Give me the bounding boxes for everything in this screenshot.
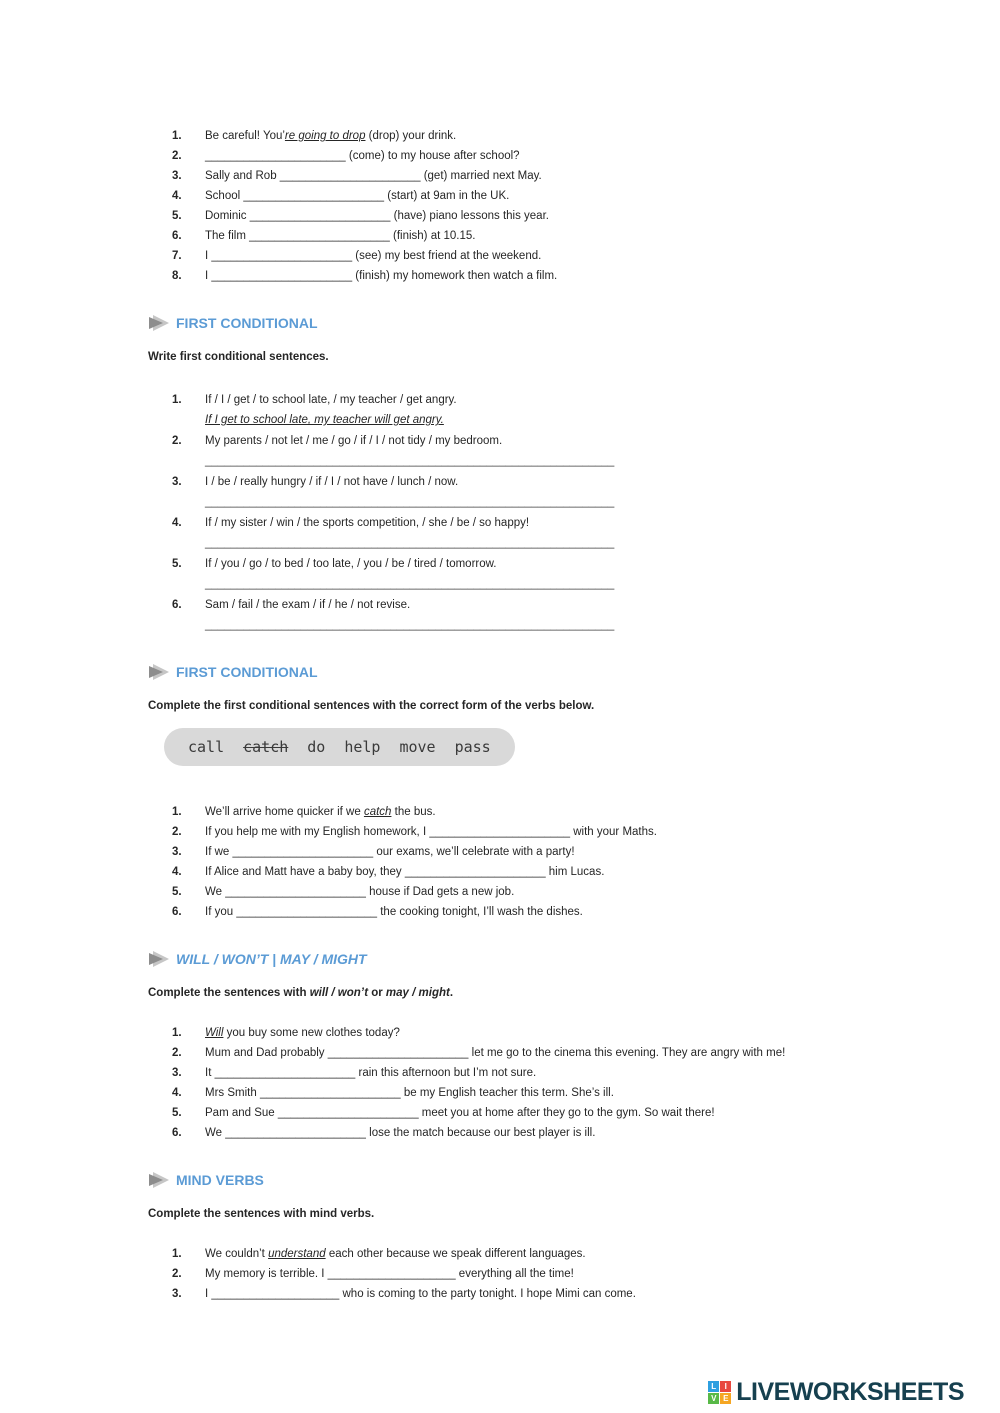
item-text [205, 1063, 940, 1083]
intro-exercise-list [148, 126, 940, 286]
exercise-item [148, 514, 940, 553]
item-prompt: I / be / really hungry / if / I / not have / lunch / now. [205, 476, 459, 488]
spacer [148, 575, 205, 594]
item-text [205, 1123, 940, 1143]
liveworksheets-logo[interactable] [708, 1379, 964, 1405]
item-number: 3. [172, 476, 182, 488]
item-answer: If I get to school late, my teacher will get angry. [205, 414, 444, 426]
item-text [205, 822, 940, 842]
list-item [148, 1284, 940, 1304]
item-text-pre: We’ll arrive home quicker if we [205, 806, 364, 818]
item-text [205, 1043, 940, 1063]
section-instruction: Complete the sentences with mind verbs. [148, 1208, 375, 1220]
item-number: 6. [172, 599, 182, 611]
logo-tile-i: I [720, 1381, 731, 1392]
item-number: 1. [172, 1027, 182, 1039]
instruction-mid: or [368, 987, 386, 999]
item-text-pre: The film ______________________ (finish) at 10.15. [205, 230, 476, 242]
list-item [148, 1244, 940, 1264]
item-text-pre: I ______________________ (see) my best friend at the weekend. [205, 250, 542, 262]
item-text [205, 1264, 940, 1284]
mind-verbs-list [148, 1244, 940, 1304]
list-item [148, 246, 940, 266]
logo-tile-e: E [720, 1393, 731, 1404]
item-text [205, 1103, 940, 1123]
section-instruction: Write first conditional sentences. [148, 351, 329, 363]
item-text [205, 146, 940, 166]
instruction-italic-2: may / might [385, 987, 450, 999]
answer-line: ________________________________________________________________ [205, 496, 615, 508]
section-instruction: Complete the first conditional sentences with the correct form of the verbs below. [148, 700, 595, 712]
item-number: 5. [172, 1107, 182, 1119]
item-text-post: the bus. [391, 806, 436, 818]
item-number: 1. [172, 130, 182, 142]
item-answer: Will [205, 1027, 224, 1039]
list-item [148, 206, 940, 226]
item-number: 1. [172, 394, 182, 406]
list-item [148, 862, 940, 882]
section-title: FIRST CONDITIONAL [176, 315, 318, 331]
item-number: 4. [172, 517, 182, 529]
liveworksheets-logo-icon [708, 1381, 731, 1404]
item-text-post: each other because we speak different languages. [325, 1248, 586, 1260]
list-item [148, 1264, 940, 1284]
item-text-pre: Pam and Sue ______________________ meet you at home after they go to the gym. So wait there! [205, 1107, 715, 1119]
item-text [205, 882, 940, 902]
section-header-mind-verbs [148, 1170, 940, 1190]
exercise-item [148, 555, 940, 594]
item-prompt: Sam / fail / the exam / if / he / not revise. [205, 599, 411, 611]
item-text-pre: Sally and Rob ______________________ (get) married next May. [205, 170, 542, 182]
instruction-italic-1: will / won’t [309, 987, 369, 999]
item-text [205, 226, 940, 246]
item-text-pre: My memory is terrible. I ____________________ everything all the time! [205, 1268, 574, 1280]
list-item [148, 226, 940, 246]
item-number: 2. [172, 435, 182, 447]
item-prompt: If / my sister / win / the sports competition, / she / be / so happy! [205, 517, 530, 529]
item-text-post: (drop) your drink. [365, 130, 457, 142]
section-header-will-may [148, 949, 940, 969]
item-text [205, 842, 940, 862]
item-text [205, 166, 940, 186]
item-number: 2. [172, 150, 182, 162]
item-text-pre: Dominic ______________________ (have) piano lessons this year. [205, 210, 549, 222]
item-answer: understand [268, 1248, 326, 1260]
list-item [148, 842, 940, 862]
item-number: 2. [172, 826, 182, 838]
item-number: 4. [172, 1087, 182, 1099]
first-conditional-write-list [148, 391, 940, 635]
item-text [205, 862, 940, 882]
list-item [148, 1083, 940, 1103]
item-number: 6. [172, 230, 182, 242]
arrow-icon [148, 663, 170, 681]
item-text [205, 186, 940, 206]
arrow-icon [148, 314, 170, 332]
item-text [205, 1083, 940, 1103]
item-number: 7. [172, 250, 182, 262]
item-prompt: My parents / not let / me / go / if / I / not tidy / my bedroom. [205, 435, 503, 447]
item-text [205, 1023, 940, 1043]
word-option: move [399, 738, 436, 756]
section-header-first-conditional-1 [148, 313, 940, 333]
item-number: 3. [172, 846, 182, 858]
instruction-pre: Complete the sentences with [148, 987, 310, 999]
item-number: 5. [172, 886, 182, 898]
item-text-pre: Mrs Smith ______________________ be my English teacher this term. She’s ill. [205, 1087, 614, 1099]
item-prompt: If / I / get / to school late, / my teacher / get angry. [205, 394, 457, 406]
item-number: 2. [172, 1268, 182, 1280]
item-text [205, 266, 940, 286]
item-text-pre: If you ______________________ the cooking tonight, I’ll wash the dishes. [205, 906, 583, 918]
answer-line: ________________________________________________________________ [205, 455, 615, 467]
spacer [148, 411, 205, 430]
list-item [148, 1043, 940, 1063]
item-text [205, 802, 940, 822]
answer-line: ________________________________________________________________ [205, 578, 615, 590]
item-text [205, 1284, 940, 1304]
item-answer: catch [363, 806, 392, 818]
item-answer: re going to drop [284, 130, 366, 142]
item-text [205, 206, 940, 226]
liveworksheets-brand-text: LIVEWORKSHEETS [736, 1378, 964, 1406]
item-text-pre: Be careful! You’ [205, 130, 285, 142]
item-number: 5. [172, 558, 182, 570]
exercise-item [148, 432, 940, 471]
item-text-pre: I ____________________ who is coming to the party tonight. I hope Mimi can come. [205, 1288, 636, 1300]
item-number: 3. [172, 1067, 182, 1079]
spacer [148, 534, 205, 553]
answer-line: ________________________________________________________________ [205, 619, 615, 631]
item-text-pre: We ______________________ lose the match because our best player is ill. [205, 1127, 596, 1139]
item-number: 4. [172, 866, 182, 878]
item-prompt: If / you / go / to bed / too late, / you / be / tired / tomorrow. [205, 558, 497, 570]
will-may-list [148, 1023, 940, 1143]
section-header-first-conditional-2 [148, 662, 940, 682]
word-option: pass [454, 738, 491, 756]
item-number: 1. [172, 806, 182, 818]
verb-word-box [164, 728, 515, 766]
item-text-pre: If Alice and Matt have a baby boy, they ______________________ him Lucas. [205, 866, 605, 878]
item-text [205, 1244, 940, 1264]
logo-tile-l: L [708, 1381, 719, 1392]
list-item [148, 902, 940, 922]
spacer [148, 452, 205, 471]
item-text-pre: If we ______________________ our exams, we’ll celebrate with a party! [205, 846, 575, 858]
list-item [148, 266, 940, 286]
list-item [148, 882, 940, 902]
list-item [148, 166, 940, 186]
exercise-item [148, 596, 940, 635]
item-text-pre: We couldn’t [205, 1248, 269, 1260]
arrow-icon [148, 1171, 170, 1189]
section-title: WILL / WON’T | MAY / MIGHT [176, 951, 367, 967]
section-instruction [148, 985, 940, 1001]
section-title: MIND VERBS [176, 1172, 264, 1188]
item-text-pre: It ______________________ rain this afternoon but I’m not sure. [205, 1067, 537, 1079]
word-option: help [344, 738, 381, 756]
item-number: 3. [172, 170, 182, 182]
item-text-pre: School ______________________ (start) at 9am in the UK. [205, 190, 510, 202]
first-conditional-gapfill-list [148, 802, 940, 922]
item-text [205, 246, 940, 266]
list-item [148, 1123, 940, 1143]
list-item [148, 1103, 940, 1123]
list-item [148, 1063, 940, 1083]
list-item [148, 186, 940, 206]
spacer [148, 616, 205, 635]
item-number: 5. [172, 210, 182, 222]
item-text-pre: We ______________________ house if Dad gets a new job. [205, 886, 515, 898]
logo-tile-v: V [708, 1393, 719, 1404]
list-item [148, 126, 940, 146]
exercise-item [148, 473, 940, 512]
item-number: 6. [172, 906, 182, 918]
list-item [148, 822, 940, 842]
section-title: FIRST CONDITIONAL [176, 664, 318, 680]
word-option: do [307, 738, 326, 756]
item-text-pre: If you help me with my English homework, I ______________________ with your Maths. [205, 826, 657, 838]
item-text-pre: Mum and Dad probably ______________________ let me go to the cinema this evening. They are angry with me! [205, 1047, 786, 1059]
item-number: 1. [172, 1248, 182, 1260]
item-number: 4. [172, 190, 182, 202]
instruction-post: . [449, 987, 454, 999]
answer-line: ________________________________________________________________ [205, 537, 615, 549]
arrow-icon [148, 950, 170, 968]
list-item [148, 1023, 940, 1043]
word-option: call [188, 738, 225, 756]
item-text-pre: I ______________________ (finish) my homework then watch a film. [205, 270, 558, 282]
exercise-item [148, 391, 940, 430]
item-number: 2. [172, 1047, 182, 1059]
item-number: 6. [172, 1127, 182, 1139]
word-option-struck: catch [243, 738, 289, 756]
item-number: 8. [172, 270, 182, 282]
list-item [148, 146, 940, 166]
item-text [205, 126, 940, 146]
spacer [148, 493, 205, 512]
list-item [148, 802, 940, 822]
item-text-post: you buy some new clothes today? [223, 1027, 400, 1039]
item-text [205, 902, 940, 922]
item-text-pre: ______________________ (come) to my house after school? [205, 150, 520, 162]
item-number: 3. [172, 1288, 182, 1300]
